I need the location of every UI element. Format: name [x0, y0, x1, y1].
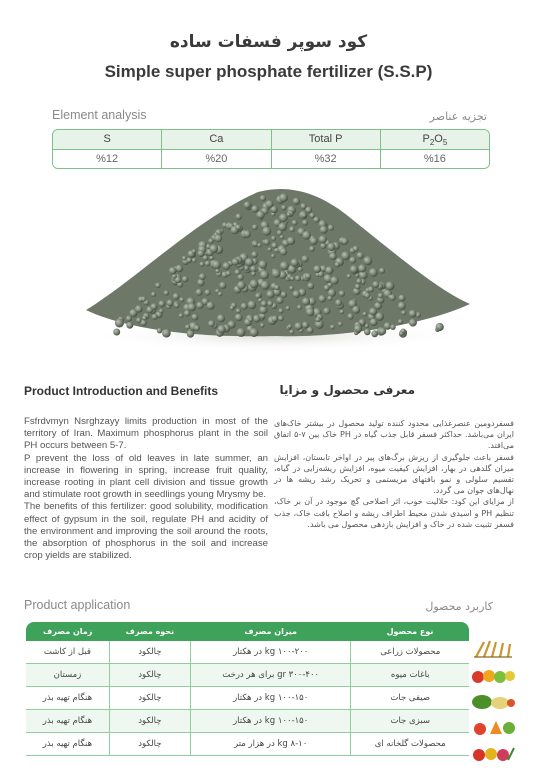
granule — [398, 302, 406, 310]
granule — [399, 331, 404, 336]
granule — [196, 302, 203, 309]
granule — [217, 314, 225, 322]
granule — [409, 319, 417, 327]
granule — [248, 301, 257, 310]
granule — [206, 302, 214, 310]
granule — [196, 289, 203, 296]
granule — [277, 230, 283, 236]
granule — [298, 267, 303, 272]
granule — [354, 325, 362, 333]
cell-method: چالکود — [109, 664, 190, 687]
granule — [173, 293, 180, 300]
element-analysis-label: Element analysis — [52, 108, 147, 122]
granule — [185, 324, 190, 329]
cell-product: باغات میوه — [351, 664, 469, 687]
granule — [358, 264, 366, 272]
granule — [223, 262, 231, 270]
granule — [307, 282, 314, 289]
granule — [390, 324, 396, 330]
granule — [325, 266, 333, 274]
granule — [262, 227, 271, 236]
granule — [281, 291, 287, 297]
granule — [297, 305, 302, 310]
granule — [192, 249, 196, 253]
granule — [309, 213, 315, 219]
granule — [251, 251, 257, 257]
granule — [347, 313, 353, 319]
granule — [436, 323, 444, 331]
granule — [256, 211, 264, 219]
application-label-en: Product application — [24, 598, 131, 612]
granule — [379, 328, 386, 335]
melon-icon — [470, 692, 516, 710]
granule — [179, 313, 184, 318]
granule — [135, 305, 143, 313]
granule — [289, 286, 294, 291]
granule — [409, 310, 417, 318]
granule — [302, 297, 310, 305]
granule — [280, 248, 287, 255]
granule — [197, 250, 204, 257]
granule — [290, 276, 295, 281]
granule — [214, 234, 222, 242]
granule — [192, 258, 197, 263]
cell-time: هنگام تهیه بذر — [26, 687, 109, 710]
cell-time: هنگام تهیه بذر — [26, 733, 109, 756]
granule — [347, 274, 352, 279]
element-value-ca: %20 — [161, 150, 270, 169]
granule — [176, 265, 184, 273]
granule — [305, 273, 311, 279]
granule — [375, 312, 384, 321]
granule — [162, 329, 171, 338]
granule — [226, 271, 231, 276]
granule — [302, 220, 308, 226]
granule — [212, 260, 221, 269]
granule — [278, 315, 284, 321]
granule — [319, 295, 327, 303]
granule — [158, 300, 165, 307]
crop-icons-column — [470, 640, 518, 770]
cell-time: هنگام تهیه بذر — [26, 710, 109, 733]
granule — [209, 244, 218, 253]
granule — [309, 246, 315, 252]
granule — [287, 237, 295, 245]
table-row — [26, 710, 469, 733]
granule — [291, 259, 299, 267]
granule — [237, 281, 246, 290]
granule — [241, 303, 248, 310]
granule — [151, 303, 158, 310]
granule — [339, 290, 345, 296]
element-header-ca: Ca — [161, 130, 270, 149]
intro-en-paragraph: The benefits of this fertilizer: good solubility, modification effect of gypsum in the soil, regulate PH and acidity of the environment and improving the soil around the roots, the absorption of phosphorus in the soil and increase crop yields are stabilized. — [24, 501, 268, 562]
granule — [292, 220, 298, 226]
granule — [205, 261, 211, 267]
cell-amount: ۱۰۰-۱۵۰ kg در هکتار — [190, 687, 351, 710]
table-row — [26, 733, 469, 756]
granule — [328, 225, 334, 231]
granule — [324, 285, 330, 291]
granule — [389, 294, 396, 301]
title-english: Simple super phosphate fertilizer (S.S.P) — [104, 62, 433, 81]
granule — [152, 314, 158, 320]
granule — [276, 297, 283, 304]
granule — [203, 255, 209, 261]
cell-method: چالکود — [109, 733, 190, 756]
granule — [378, 293, 384, 299]
granule — [215, 269, 219, 273]
granule — [126, 316, 132, 322]
cell-amount: ۳۰۰-۴۰۰ gr برای هر درخت — [190, 664, 351, 687]
granule — [192, 314, 199, 321]
granule — [313, 265, 321, 273]
cell-method: چالکود — [109, 687, 190, 710]
granule — [335, 262, 340, 267]
granule — [274, 285, 280, 291]
granule — [267, 301, 273, 307]
cell-amount: ۸-۱۰ kg در هزار متر — [190, 733, 351, 756]
granule — [200, 262, 205, 267]
granule — [155, 283, 161, 289]
granule — [250, 266, 257, 273]
header-product-type: نوع محصول — [351, 622, 469, 641]
granule — [205, 289, 211, 295]
cell-product: محصولات گلخانه ای — [351, 733, 469, 756]
fruit-icon — [470, 666, 516, 684]
application-label-fa: کاربرد محصول — [425, 600, 493, 613]
granule — [365, 293, 371, 299]
header-method: نحوه مصرف — [109, 622, 190, 641]
intro-text-en — [24, 416, 268, 562]
cell-product: سبزی جات — [351, 710, 469, 733]
granule — [341, 238, 348, 245]
granule — [261, 314, 266, 319]
granule — [232, 258, 239, 265]
cell-product: محصولات زراعی — [351, 641, 469, 664]
granule — [353, 246, 359, 252]
granule — [219, 282, 226, 289]
granule — [379, 268, 385, 274]
element-value-total-p: %32 — [271, 150, 380, 169]
granule — [289, 330, 294, 335]
vegetable-icon — [470, 718, 516, 736]
granule — [398, 295, 405, 302]
application-table — [26, 622, 469, 756]
granule — [208, 320, 215, 327]
cell-amount: ۱۰۰-۲۰۰ kg در هکتار — [190, 641, 351, 664]
granule — [245, 258, 254, 267]
granule — [251, 205, 258, 212]
intro-en-paragraph: Fsfrdvmyn Nsrghzayy limits production in most of the territory of Iran. Maximum phosphorus plant in the soil PH occurs between 5-7. — [24, 416, 268, 452]
granule — [113, 329, 120, 336]
header-amount: میزان مصرف — [190, 622, 351, 641]
granule — [271, 236, 276, 241]
granule — [323, 307, 330, 314]
granule — [271, 315, 278, 322]
element-value-row — [53, 149, 489, 169]
granule — [349, 257, 356, 264]
granule — [338, 322, 343, 327]
greenhouse-icon — [470, 744, 516, 762]
table-row — [26, 641, 469, 664]
granule — [335, 299, 342, 306]
granule — [320, 226, 328, 234]
granule — [248, 317, 253, 322]
granule — [315, 317, 320, 322]
granule — [157, 328, 163, 334]
granule — [260, 195, 266, 201]
granule — [235, 224, 241, 230]
granule — [236, 308, 241, 313]
granule — [251, 271, 256, 276]
granule — [244, 201, 251, 208]
granule — [164, 290, 169, 295]
granule — [278, 308, 283, 313]
granule — [253, 315, 261, 323]
granule — [194, 325, 200, 331]
granule — [250, 328, 259, 337]
element-header-row — [53, 130, 489, 149]
granule — [398, 319, 403, 324]
granule — [278, 223, 287, 232]
granule — [371, 330, 378, 337]
granule — [271, 254, 275, 258]
granule — [305, 207, 312, 214]
table-row — [26, 687, 469, 710]
cell-time: قبل از کاشت — [26, 641, 109, 664]
intro-heading-en: Product Introduction and Benefits — [24, 384, 218, 398]
granule — [287, 212, 291, 216]
granule — [302, 231, 311, 240]
granule — [179, 297, 184, 302]
granule — [142, 316, 147, 321]
granule — [310, 237, 318, 245]
intro-fa-paragraph: فسفردومین عنصرغذایی محدود کننده تولید محصول در بیشتر خاک‌های ایران می‌باشد. حداکثر فسفر قابل جذب گیاه در PH خاک بین ۷-۵ اتفاق می‌افتد. — [274, 419, 515, 451]
table-row — [26, 664, 469, 687]
granule — [357, 252, 364, 259]
granule — [217, 325, 225, 333]
granule — [401, 310, 406, 315]
granule — [327, 296, 332, 301]
granule — [302, 255, 309, 262]
cell-method: چالکود — [109, 710, 190, 733]
granule — [236, 213, 242, 219]
granule — [169, 267, 177, 275]
granule — [330, 325, 335, 330]
granule — [252, 224, 258, 230]
granule — [266, 290, 274, 298]
granule — [141, 296, 146, 301]
granule — [237, 274, 243, 280]
granule — [281, 205, 286, 210]
granule — [355, 284, 361, 290]
intro-text-fa — [274, 418, 514, 530]
granule — [372, 281, 379, 288]
granule — [272, 269, 281, 278]
cell-time: زمستان — [26, 664, 109, 687]
granule — [302, 213, 307, 218]
element-header-p2o5: $P_2O_5$ — [380, 130, 489, 149]
granule — [268, 247, 272, 251]
granule — [319, 235, 327, 243]
element-header-s: S — [103, 133, 111, 145]
granule — [363, 312, 368, 317]
granule — [330, 276, 338, 284]
granule — [167, 299, 174, 306]
granule — [235, 314, 243, 322]
granule — [327, 243, 335, 251]
granule — [115, 319, 124, 328]
header-time: زمان مصرف — [26, 622, 109, 641]
granule — [184, 310, 191, 317]
granule — [288, 324, 292, 328]
intro-fa-paragraph: فسفر باعث جلوگیری از ریزش برگ‌های پیر در اواخر تابستان، افزایش میزان گلدهی در بهار، افزایش کیفیت میوه، افزایش ریشه‌زایی در گیاه، تقسیم سلولی و نمو بافتهای مریستمی و تحریک رشد ریشه ها در نهال‌های جوان می گردد. — [274, 452, 514, 496]
element-header-total-p: Total P — [271, 130, 380, 149]
granule — [279, 193, 288, 202]
granule — [218, 292, 223, 297]
granule — [261, 300, 268, 307]
granule — [271, 242, 277, 248]
granule — [230, 306, 235, 311]
granule — [340, 309, 345, 314]
granule — [244, 230, 252, 238]
granule — [186, 257, 192, 263]
fertilizer-granules-image — [78, 178, 474, 352]
granule — [341, 251, 350, 260]
element-analysis-table — [52, 129, 490, 169]
granule — [257, 243, 261, 247]
granule — [295, 275, 301, 281]
granule — [188, 303, 196, 311]
granule — [369, 268, 378, 277]
granule — [199, 273, 206, 280]
granule — [307, 327, 314, 334]
intro-heading-fa: معرفی محصول و مزایا — [279, 383, 415, 397]
granule — [259, 260, 268, 269]
granule — [261, 281, 270, 290]
granule — [266, 200, 274, 208]
granule — [182, 276, 188, 282]
granule — [197, 279, 204, 286]
granule — [255, 293, 261, 299]
application-header-row — [26, 622, 469, 641]
cell-product: صیفی جات — [351, 687, 469, 710]
granule — [363, 256, 372, 265]
granule — [237, 328, 246, 337]
granule — [385, 281, 394, 290]
granule — [250, 279, 259, 288]
intro-fa-paragraph: از مزایای این کود: حلالیت خوب، اثر اصلاحی گچ موجود در آن بر خاک، تنظیم PH و اسیدی شدن محیط اطراف ریشه و اصلاح بافت خاک، جذب فسفر تثبیت شده در خاک و افزایش بازدهی محصول می باشد. — [274, 497, 515, 529]
granule — [356, 278, 362, 284]
granule — [136, 317, 142, 323]
granule — [279, 213, 288, 222]
granule — [289, 226, 295, 232]
element-analysis-label-fa: تجزیه عناصر — [429, 110, 487, 123]
granule — [264, 239, 270, 245]
granule — [187, 330, 195, 338]
granule — [302, 322, 309, 329]
granule — [151, 292, 156, 297]
granule — [352, 306, 360, 314]
cell-amount: ۱۰۰-۱۵۰ kg در هکتار — [190, 710, 351, 733]
element-value-s: %12 — [96, 153, 119, 165]
granule — [293, 290, 301, 298]
granule — [368, 286, 374, 292]
granule — [350, 265, 358, 273]
granule — [182, 256, 187, 261]
granule — [320, 243, 326, 249]
granule — [329, 253, 337, 261]
granule — [260, 270, 269, 279]
granule — [364, 329, 371, 336]
granule — [280, 261, 289, 270]
wheat-icon — [470, 640, 516, 658]
granule — [174, 303, 179, 308]
granule — [259, 306, 267, 314]
granule — [306, 308, 314, 316]
element-value-p2o5: %16 — [380, 150, 489, 169]
granule — [294, 322, 302, 330]
granule — [260, 323, 265, 328]
granule — [159, 309, 164, 314]
intro-en-paragraph: P prevent the loss of old leaves in late summer, an increase in flowering in spring, increase fruit quality, increase rooting in plant cell division and tissue growth and stimulate root growth in seedlings young Mrysmy be. — [24, 452, 268, 501]
title-persian: کود سوپر فسفات ساده — [169, 32, 368, 52]
cell-method: چالکود — [109, 641, 190, 664]
granule — [126, 322, 133, 329]
granule — [286, 306, 291, 311]
granule — [293, 198, 300, 205]
